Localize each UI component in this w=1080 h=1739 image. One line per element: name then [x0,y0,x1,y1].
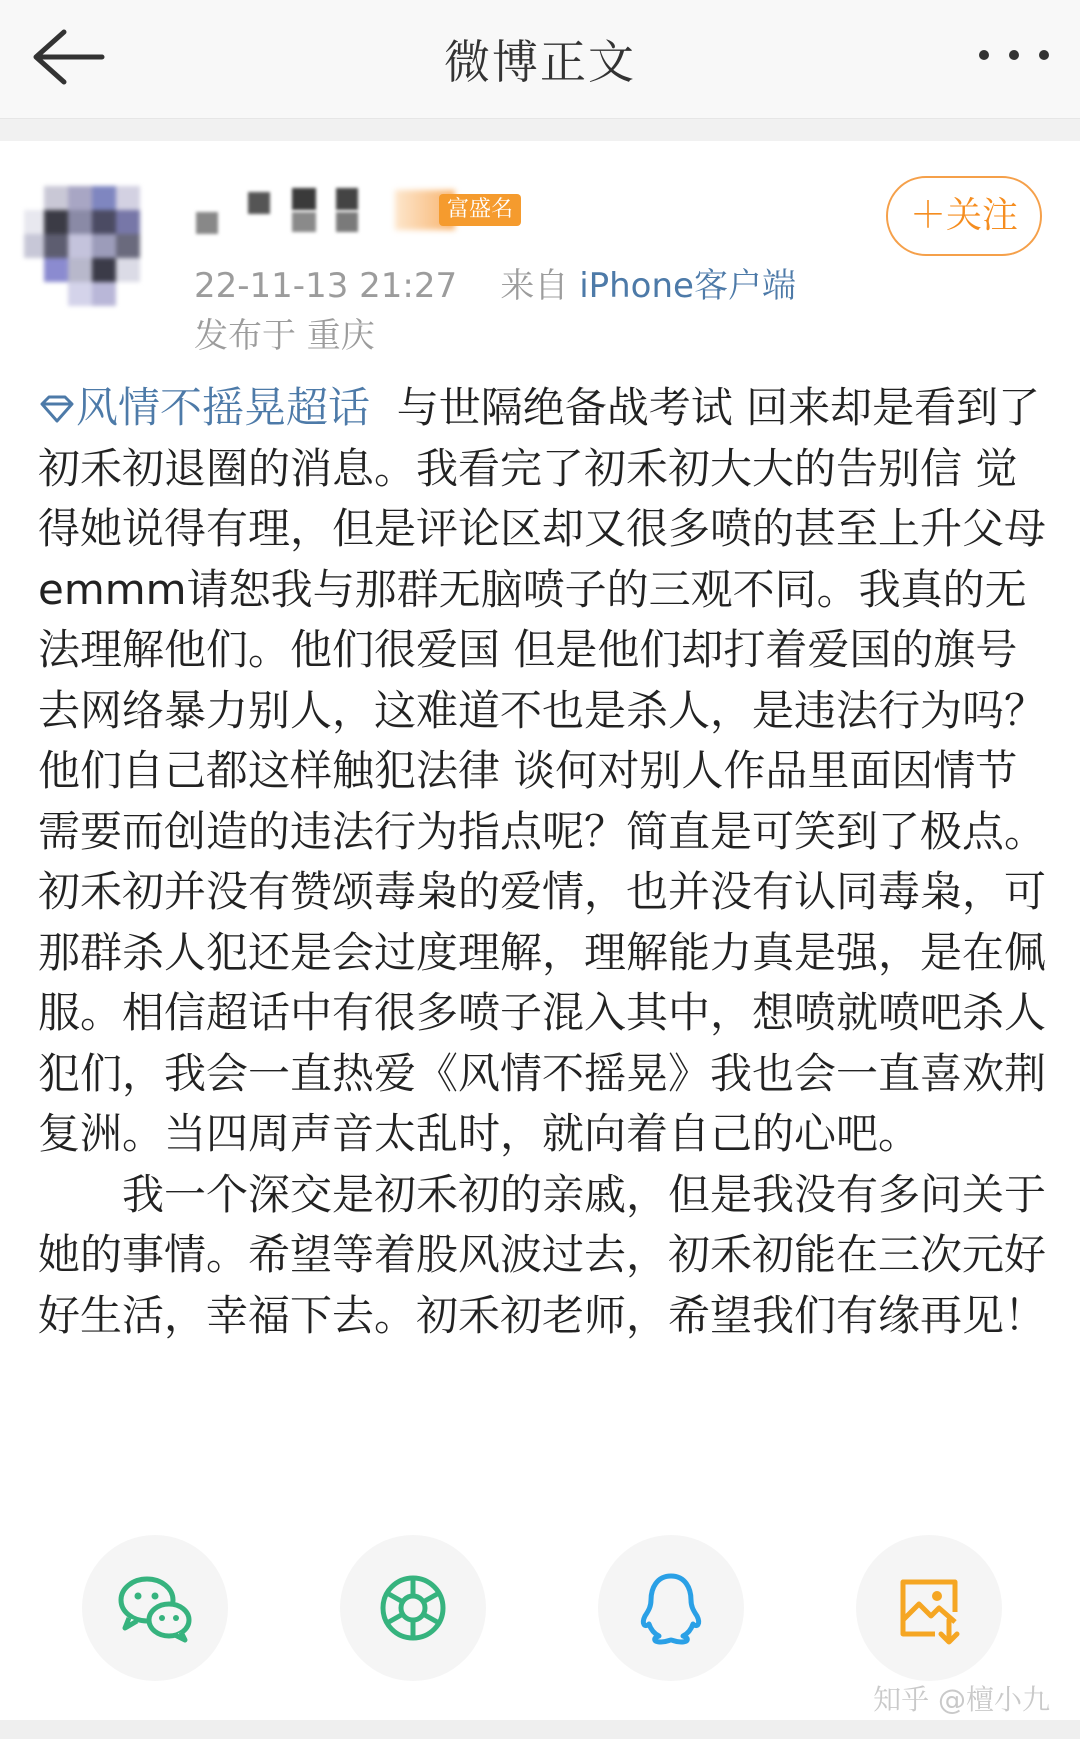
avatar[interactable] [24,186,152,310]
save-image-icon [889,1568,969,1648]
wechat-icon [115,1568,195,1648]
paragraph-1 [38,378,1048,1165]
timestamp: 22-11-13 21:27 [194,266,458,306]
page-title: 微博正文 [444,35,636,89]
member-badge [395,190,555,230]
post-location: 发布于 重庆 [194,316,375,356]
post-content [38,378,1048,1346]
moments-icon [373,1568,453,1648]
qq-icon [631,1568,711,1648]
more-dots-icon[interactable] [974,30,1054,80]
post-source[interactable]: iPhone客户端 [579,266,796,306]
diamond-topic-icon [38,394,76,424]
paragraph-1-text: 与世隔绝备战考试 回来却是看到了初禾初退圈的消息。我看完了初禾初大大的告别信 觉得她说得有理，但是评论区却又很多喷的甚至上升父母 emmm请恕我与那群无脑喷子的三观不同。我真的无法理解他们。他们很爱国 但是他们却打着爱国的旗号去网络暴力别人，这难道不也是杀人，是违法行为吗？他们自己都这样触犯法律 谈何对别人作品里面因情节需要而创造的违法行为指点呢？简直是可笑到了极点。初禾初并没有赞颂毒枭的爱情，也并没有认同毒枭，可那群杀人犯还是会过度理解，理解能力真是强，是在佩服。相信超话中有很多喷子混入其中，想喷就喷吧杀人犯们，我会一直热爱《风情不摇晃》我也会一直喜欢荆复洲。当四周声音太乱时，就向着自己的心吧。 [38,383,1047,1158]
section-divider [0,119,1080,141]
source-prefix: 来自 [500,266,569,306]
badge-label: 富盛名 [439,194,521,226]
topic-link[interactable]: 风情不摇晃超话 [38,383,370,432]
share-moments-button[interactable] [340,1535,486,1681]
nav-bar [0,0,1080,119]
follow-button[interactable]: ＋关注 [886,176,1042,256]
share-bar [0,1535,1080,1683]
share-qq-button[interactable] [598,1535,744,1681]
bottom-divider [0,1720,1080,1739]
paragraph-2: 我一个深交是初禾初的亲戚，但是我没有多问关于她的事情。希望等着股风波过去，初禾初能在三次元好好生活，幸福下去。初禾初老师，希望我们有缘再见！ [38,1169,1047,1340]
post-meta [194,258,796,307]
save-image-button[interactable] [856,1535,1002,1681]
watermark: 知乎 @檀小九 [873,1683,1050,1716]
share-wechat-button[interactable] [82,1535,228,1681]
